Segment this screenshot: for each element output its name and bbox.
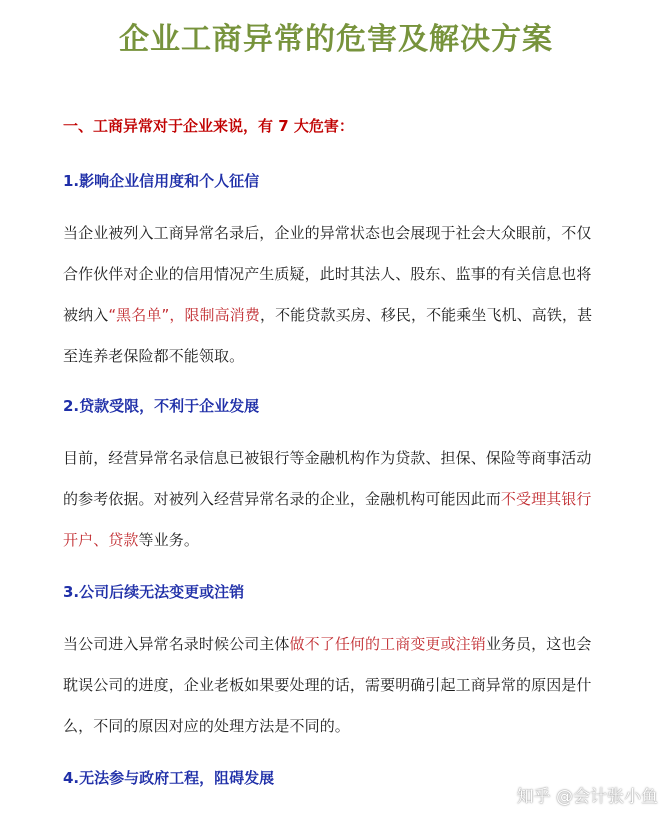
section-paragraph-1 <box>63 213 603 377</box>
section-paragraph-3 <box>63 624 603 747</box>
section-heading-2: 2.贷款受限，不利于企业发展 <box>63 397 260 415</box>
highlight-text: “黑名单”，限制高消费 <box>108 306 260 324</box>
section-paragraph-2 <box>63 438 603 561</box>
paragraph-text: 等业务。 <box>138 531 199 549</box>
section-heading-3: 3.公司后续无法变更或注销 <box>63 583 245 601</box>
section-heading-4: 4.无法参与政府工程，阻碍发展 <box>63 769 275 787</box>
watermark: 知乎 @会计张小鱼 <box>516 787 658 807</box>
paragraph-text: 业务员，这也会耽误公司的进度，企业老板如果要处理的话，需要明确引起工商异常的原因是什么，不同的原因对应的处理方法是不同的。 <box>63 635 592 735</box>
section-heading-1: 1.影响企业信用度和个人征信 <box>63 172 260 190</box>
paragraph-text: 当企业被列入工商异常名录后，企业的异常状态也会展现于社会大众眼前，不仅合作伙伴对企业的信用情况产生质疑，此时其法人、股东、监事的有关信息也将被纳入 <box>63 224 592 324</box>
highlight-text: 不受理其银行开户、贷款 <box>63 490 592 549</box>
intro-heading: 一、工商异常对于企业来说，有 7 大危害： <box>63 117 354 135</box>
paragraph-text: 当公司进入异常名录时候公司主体 <box>63 635 290 653</box>
paragraph-text: 目前，经营异常名录信息已被银行等金融机构作为贷款、担保、保险等商事活动的参考依据。对被列入经营异常名录的企业，金融机构可能因此而 <box>63 449 592 508</box>
page-title: 企业工商异常的危害及解决方案 <box>119 22 553 57</box>
paragraph-text: ，不能贷款买房、移民，不能乘坐飞机、高铁，甚至连养老保险都不能领取。 <box>63 306 593 365</box>
highlight-text: 做不了任何的工商变更或注销 <box>289 635 486 653</box>
